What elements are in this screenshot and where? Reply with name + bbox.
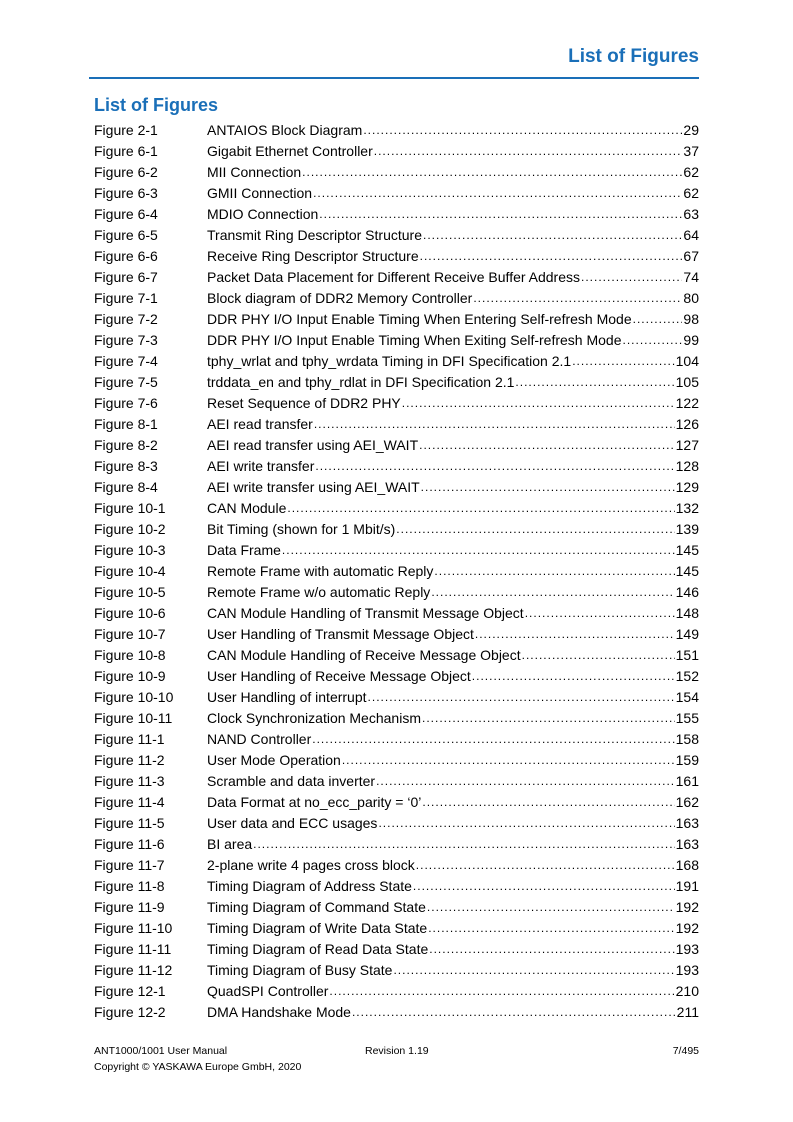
header-divider: [89, 77, 699, 79]
figure-list: [94, 120, 699, 1023]
dot-leader: [423, 225, 682, 246]
dot-leader: [312, 729, 674, 750]
figure-entry[interactable]: [94, 246, 699, 267]
figure-number: Figure 6-6: [94, 248, 158, 264]
figure-number: Figure 11-8: [94, 878, 165, 894]
figure-title: Timing Diagram of Address State: [207, 878, 412, 894]
figure-page-number: 159: [675, 752, 699, 768]
figure-entry[interactable]: [94, 645, 699, 666]
figure-title: MDIO Connection: [207, 206, 319, 222]
figure-page-number: 62: [683, 185, 699, 201]
figure-number: Figure 10-4: [94, 563, 166, 579]
figure-entry[interactable]: [94, 792, 699, 813]
figure-entry[interactable]: [94, 1002, 699, 1023]
figure-page-number: 191: [675, 878, 699, 894]
figure-entry[interactable]: [94, 750, 699, 771]
figure-title: DDR PHY I/O Input Enable Timing When Entering Self-refresh Mode: [207, 311, 632, 327]
figure-entry[interactable]: [94, 288, 699, 309]
figure-title: AEI read transfer: [207, 416, 313, 432]
figure-page-number: 192: [675, 920, 699, 936]
dot-leader: [413, 876, 675, 897]
dot-leader: [515, 372, 674, 393]
dot-leader: [363, 120, 682, 141]
dot-leader: [416, 855, 675, 876]
figure-entry[interactable]: [94, 162, 699, 183]
figure-page-number: 192: [675, 899, 699, 915]
dot-leader: [374, 141, 683, 162]
figure-entry[interactable]: [94, 939, 699, 960]
figure-number: Figure 10-2: [94, 521, 166, 537]
figure-number: Figure 11-2: [94, 752, 165, 768]
figure-page-number: 74: [683, 269, 699, 285]
figure-page-number: 168: [675, 857, 699, 873]
figure-number: Figure 6-4: [94, 206, 158, 222]
figure-entry[interactable]: [94, 498, 699, 519]
figure-page-number: 126: [675, 416, 699, 432]
figure-number: Figure 7-4: [94, 353, 158, 369]
figure-title: AEI read transfer using AEI_WAIT: [207, 437, 419, 453]
figure-entry[interactable]: [94, 141, 699, 162]
dot-leader: [302, 162, 682, 183]
figure-entry[interactable]: [94, 477, 699, 498]
figure-title: tphy_wrlat and tphy_wrdata Timing in DFI Specification 2.1: [207, 353, 572, 369]
figure-page-number: 163: [675, 836, 699, 852]
figure-title: AEI write transfer: [207, 458, 315, 474]
figure-page-number: 99: [683, 332, 699, 348]
figure-title: CAN Module Handling of Transmit Message Object: [207, 605, 524, 621]
dot-leader: [633, 309, 683, 330]
dot-leader: [419, 435, 675, 456]
figure-title: Clock Synchronization Mechanism: [207, 710, 421, 726]
figure-title: AEI write transfer using AEI_WAIT: [207, 479, 420, 495]
dot-leader: [282, 540, 675, 561]
dot-leader: [352, 1002, 676, 1023]
figure-entry[interactable]: [94, 729, 699, 750]
figure-entry[interactable]: [94, 435, 699, 456]
section-title: List of Figures: [94, 95, 219, 115]
figure-number: Figure 8-3: [94, 458, 158, 474]
figure-page-number: 158: [675, 731, 699, 747]
figure-page-number: 67: [683, 248, 699, 264]
figure-title: User Handling of Transmit Message Object: [207, 626, 474, 642]
dot-leader: [329, 981, 674, 1002]
figure-entry[interactable]: [94, 708, 699, 729]
figure-entry[interactable]: [94, 540, 699, 561]
dot-leader: [378, 813, 674, 834]
figure-title: User data and ECC usages: [207, 815, 378, 831]
figure-title: NAND Controller: [207, 731, 312, 747]
figure-entry[interactable]: [94, 519, 699, 540]
figure-title: Scramble and data inverter: [207, 773, 376, 789]
dot-leader: [422, 708, 675, 729]
figure-page-number: 162: [675, 794, 699, 810]
figure-page-number: 63: [683, 206, 699, 222]
footer-page-number: 7/495: [672, 1045, 699, 1057]
dot-leader: [622, 330, 682, 351]
figure-title: User Handling of interrupt: [207, 689, 367, 705]
figure-entry[interactable]: [94, 666, 699, 687]
figure-number: Figure 6-1: [94, 143, 158, 159]
figure-page-number: 104: [675, 353, 699, 369]
dot-leader: [475, 624, 675, 645]
figure-title: Bit Timing (shown for 1 Mbit/s): [207, 521, 396, 537]
figure-title: Transmit Ring Descriptor Structure: [207, 227, 422, 243]
dot-leader: [422, 792, 674, 813]
figure-page-number: 163: [675, 815, 699, 831]
figure-title: Reset Sequence of DDR2 PHY: [207, 395, 401, 411]
figure-page-number: 127: [675, 437, 699, 453]
figure-number: Figure 8-4: [94, 479, 158, 495]
figure-title: DDR PHY I/O Input Enable Timing When Exiting Self-refresh Mode: [207, 332, 622, 348]
figure-title: Block diagram of DDR2 Memory Controller: [207, 290, 473, 306]
figure-title: User Handling of Receive Message Object: [207, 668, 471, 684]
figure-entry[interactable]: [94, 225, 699, 246]
figure-number: Figure 11-9: [94, 899, 165, 915]
figure-title: DMA Handshake Mode: [207, 1004, 351, 1020]
figure-title: MII Connection: [207, 164, 302, 180]
figure-title: Timing Diagram of Command State: [207, 899, 426, 915]
figure-number: Figure 11-3: [94, 773, 165, 789]
figure-number: Figure 6-5: [94, 227, 158, 243]
dot-leader: [342, 750, 675, 771]
dot-leader: [319, 204, 682, 225]
figure-entry[interactable]: [94, 204, 699, 225]
dot-leader: [376, 771, 675, 792]
figure-title: CAN Module: [207, 500, 287, 516]
figure-number: Figure 10-5: [94, 584, 166, 600]
figure-number: Figure 7-2: [94, 311, 158, 327]
dot-leader: [525, 603, 675, 624]
dot-leader: [393, 960, 674, 981]
dot-leader: [421, 477, 675, 498]
figure-number: Figure 8-2: [94, 437, 158, 453]
figure-title: CAN Module Handling of Receive Message Object: [207, 647, 521, 663]
figure-page-number: 29: [683, 122, 699, 138]
figure-page-number: 98: [683, 311, 699, 327]
figure-page-number: 132: [675, 500, 699, 516]
footer-manual-name: ANT1000/1001 User Manual: [94, 1045, 228, 1057]
figure-page-number: 145: [675, 542, 699, 558]
figure-entry[interactable]: [94, 834, 699, 855]
figure-entry[interactable]: [94, 813, 699, 834]
figure-page-number: 64: [683, 227, 699, 243]
figure-entry[interactable]: [94, 393, 699, 414]
dot-leader: [472, 666, 675, 687]
figure-number: Figure 12-1: [94, 983, 166, 999]
footer-copyright: Copyright © YASKAWA Europe GmbH, 2020: [94, 1061, 302, 1073]
figure-page-number: 105: [675, 374, 699, 390]
figure-number: Figure 6-2: [94, 164, 158, 180]
figure-number: Figure 11-12: [94, 962, 173, 978]
figure-number: Figure 6-7: [94, 269, 158, 285]
figure-title: Packet Data Placement for Different Receive Buffer Address: [207, 269, 581, 285]
figure-page-number: 122: [675, 395, 699, 411]
figure-entry[interactable]: [94, 582, 699, 603]
figure-page-number: 152: [675, 668, 699, 684]
figure-entry[interactable]: [94, 120, 699, 141]
figure-number: Figure 2-1: [94, 122, 158, 138]
dot-leader: [428, 918, 674, 939]
figure-title: Remote Frame with automatic Reply: [207, 563, 434, 579]
figure-page-number: 148: [675, 605, 699, 621]
figure-number: Figure 8-1: [94, 416, 158, 432]
figure-title: ANTAIOS Block Diagram: [207, 122, 363, 138]
figure-title: Remote Frame w/o automatic Reply: [207, 584, 431, 600]
figure-number: Figure 12-2: [94, 1004, 166, 1020]
figure-entry[interactable]: [94, 267, 699, 288]
figure-title: GMII Connection: [207, 185, 313, 201]
figure-title: QuadSPI Controller: [207, 983, 329, 999]
dot-leader: [572, 351, 674, 372]
figure-page-number: 129: [675, 479, 699, 495]
dot-leader: [287, 498, 674, 519]
figure-number: Figure 7-1: [94, 290, 158, 306]
dot-leader: [581, 267, 682, 288]
figure-number: Figure 10-10: [94, 689, 174, 705]
figure-entry[interactable]: [94, 687, 699, 708]
figure-title: trddata_en and tphy_rdlat in DFI Specification 2.1: [207, 374, 515, 390]
footer-left: [94, 1043, 301, 1075]
figure-number: Figure 11-10: [94, 920, 173, 936]
figure-page-number: 139: [675, 521, 699, 537]
figure-page-number: 193: [675, 941, 699, 957]
figure-page-number: 80: [683, 290, 699, 306]
figure-page-number: 154: [675, 689, 699, 705]
figure-title: Timing Diagram of Write Data State: [207, 920, 428, 936]
figure-number: Figure 11-5: [94, 815, 165, 831]
figure-entry[interactable]: [94, 372, 699, 393]
figure-title: Timing Diagram of Busy State: [207, 962, 393, 978]
page-header-title: List of Figures: [568, 46, 699, 67]
figure-number: Figure 11-7: [94, 857, 165, 873]
figure-page-number: 211: [676, 1004, 699, 1020]
dot-leader: [420, 246, 683, 267]
figure-title: Receive Ring Descriptor Structure: [207, 248, 419, 264]
figure-entry[interactable]: [94, 603, 699, 624]
figure-title: Gigabit Ethernet Controller: [207, 143, 373, 159]
dot-leader: [429, 939, 674, 960]
figure-page-number: 145: [675, 563, 699, 579]
figure-number: Figure 7-5: [94, 374, 158, 390]
figure-page-number: 151: [675, 647, 699, 663]
figure-entry[interactable]: [94, 918, 699, 939]
figure-page-number: 62: [683, 164, 699, 180]
figure-title: Timing Diagram of Read Data State: [207, 941, 429, 957]
figure-entry[interactable]: [94, 330, 699, 351]
figure-number: Figure 11-6: [94, 836, 165, 852]
figure-number: Figure 10-1: [94, 500, 166, 516]
figure-page-number: 128: [675, 458, 699, 474]
figure-number: Figure 10-8: [94, 647, 166, 663]
dot-leader: [427, 897, 675, 918]
dot-leader: [253, 834, 675, 855]
figure-number: Figure 10-9: [94, 668, 166, 684]
figure-number: Figure 7-6: [94, 395, 158, 411]
figure-entry[interactable]: [94, 897, 699, 918]
dot-leader: [402, 393, 675, 414]
figure-number: Figure 11-1: [94, 731, 165, 747]
dot-leader: [315, 456, 674, 477]
figure-title: BI area: [207, 836, 253, 852]
figure-number: Figure 10-3: [94, 542, 166, 558]
figure-page-number: 210: [675, 983, 699, 999]
figure-page-number: 149: [675, 626, 699, 642]
figure-page-number: 155: [675, 710, 699, 726]
figure-entry[interactable]: [94, 456, 699, 477]
figure-entry[interactable]: [94, 309, 699, 330]
figure-title: 2-plane write 4 pages cross block: [207, 857, 415, 873]
figure-number: Figure 11-11: [94, 941, 172, 957]
figure-entry[interactable]: [94, 960, 699, 981]
figure-title: Data Format at no_ecc_parity = ‘0’: [207, 794, 422, 810]
footer-revision: Revision 1.19: [365, 1045, 429, 1057]
figure-page-number: 161: [675, 773, 699, 789]
figure-entry[interactable]: [94, 876, 699, 897]
figure-entry[interactable]: [94, 351, 699, 372]
dot-leader: [431, 582, 674, 603]
dot-leader: [368, 687, 675, 708]
figure-title: User Mode Operation: [207, 752, 341, 768]
dot-leader: [313, 183, 682, 204]
dot-leader: [396, 519, 674, 540]
figure-entry[interactable]: [94, 414, 699, 435]
dot-leader: [473, 288, 682, 309]
figure-number: Figure 11-4: [94, 794, 165, 810]
figure-number: Figure 10-11: [94, 710, 173, 726]
figure-entry[interactable]: [94, 561, 699, 582]
dot-leader: [434, 561, 674, 582]
figure-entry[interactable]: [94, 981, 699, 1002]
dot-leader: [522, 645, 675, 666]
figure-page-number: 146: [675, 584, 699, 600]
figure-title: Data Frame: [207, 542, 281, 558]
figure-number: Figure 7-3: [94, 332, 158, 348]
figure-entry[interactable]: [94, 624, 699, 645]
figure-number: Figure 10-6: [94, 605, 166, 621]
dot-leader: [314, 414, 675, 435]
figure-page-number: 193: [675, 962, 699, 978]
figure-number: Figure 10-7: [94, 626, 166, 642]
figure-entry[interactable]: [94, 771, 699, 792]
figure-entry[interactable]: [94, 183, 699, 204]
figure-number: Figure 6-3: [94, 185, 158, 201]
figure-page-number: 37: [683, 143, 699, 159]
figure-entry[interactable]: [94, 855, 699, 876]
